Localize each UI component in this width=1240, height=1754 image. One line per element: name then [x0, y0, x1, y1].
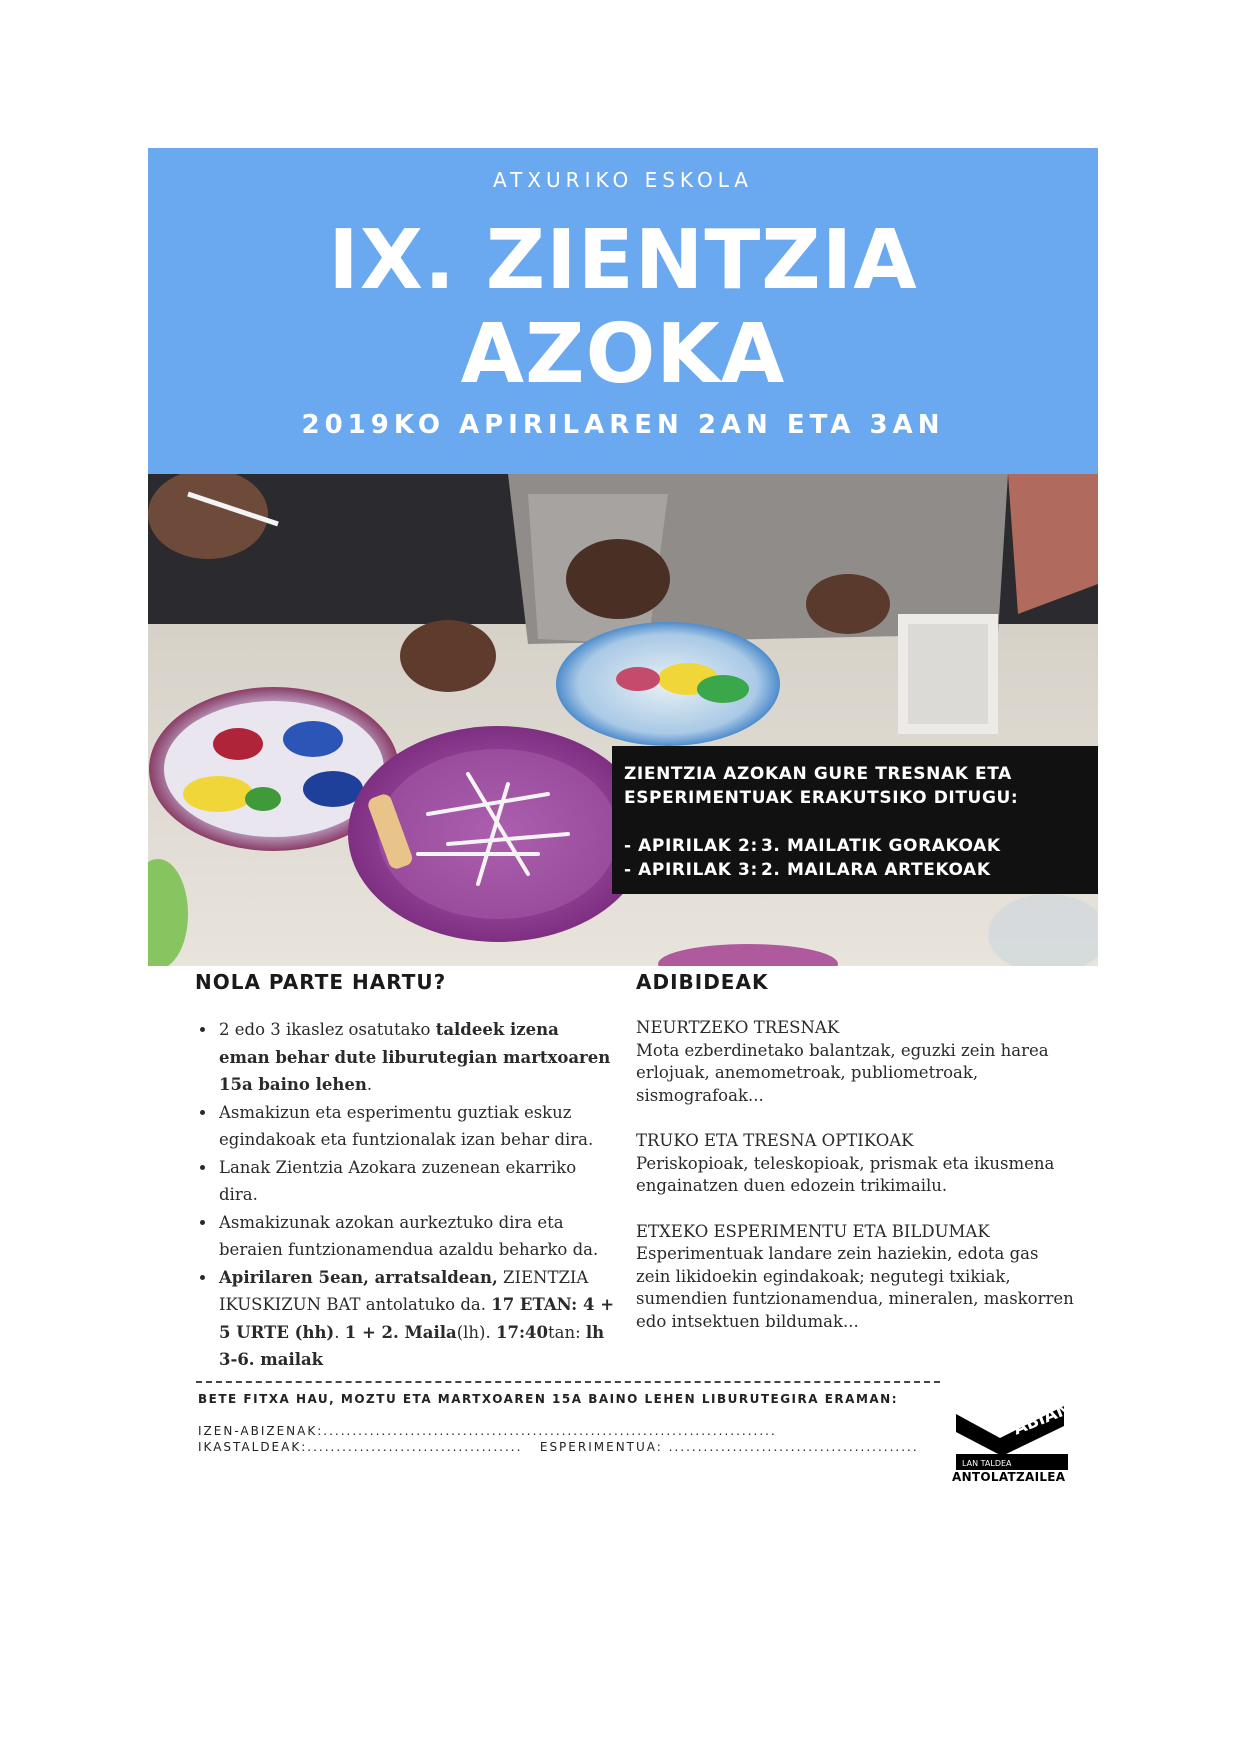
rule-bold: taldeek izena eman behar dute liburutegian martxoaren 15a baino lehen	[219, 1020, 611, 1094]
logo-text: ABIAN	[1010, 1398, 1072, 1440]
rule-text: ZIENTZIA IKUSKIZUN BAT antolatuko da.	[219, 1267, 589, 1314]
experiment-label: ESPERIMENTUA:	[539, 1440, 663, 1454]
rule-text: (lh).	[456, 1322, 496, 1342]
info-group: 2. MAILARA ARTEKOAK	[761, 860, 991, 880]
cut-line	[196, 1381, 940, 1383]
example-title: ETXEKO ESPERIMENTU ETA BILDUMAK	[636, 1221, 990, 1241]
list-item	[217, 1264, 615, 1374]
rules-list	[195, 1016, 615, 1374]
info-day: - APIRILAK 3:	[624, 860, 758, 880]
example-block	[636, 1130, 1076, 1198]
organizer-caption: ANTOLATZAILEA	[952, 1470, 1066, 1484]
rule-bold: 1 + 2. Maila	[344, 1322, 457, 1342]
info-row	[624, 858, 1088, 882]
examples-section	[636, 970, 1076, 1356]
rule-bold: 17:40	[495, 1322, 548, 1342]
info-group: 3. MAILATIK GORAKOAK	[761, 836, 1001, 856]
info-row	[624, 834, 1088, 858]
school-name: ATXURIKO ESKOLA	[493, 168, 753, 192]
class-line	[198, 1440, 919, 1454]
info-line-2: ESPERIMENTUAK ERAKUTSIKO DITUGU:	[624, 788, 1019, 808]
header-banner	[148, 148, 1098, 474]
rule-text: 2 edo 3 ikaslez osatutako	[219, 1020, 436, 1039]
how-to-heading: NOLA PARTE HARTU?	[195, 970, 447, 994]
example-text: Esperimentuak landare zein haziekin, edota gas zein likidoekin egindakoak; negutegi txikiak, sumendien funtzionamendua, mineralen, maskorren edo intsektuen bildumak...	[636, 1244, 1074, 1331]
rule-text: tan:	[548, 1322, 586, 1342]
info-box	[612, 746, 1098, 894]
rule-text: .	[334, 1322, 345, 1342]
info-day: - APIRILAK 2:	[624, 836, 758, 856]
name-field[interactable]: ..............................................................................	[323, 1424, 777, 1438]
list-item: • Asmakizun eta esperimentu guztiak eskuz egindakoak eta funtzionalak izan behar dira.	[217, 1099, 615, 1154]
title-line-1: IX. ZIENTZIA	[328, 213, 918, 308]
name-line	[198, 1424, 777, 1438]
examples-heading: ADIBIDEAK	[636, 970, 769, 994]
example-title: NEURTZEKO TRESNAK	[636, 1018, 840, 1037]
example-title: TRUKO ETA TRESNA OPTIKOAK	[636, 1131, 914, 1150]
example-text: Periskopioak, teleskopioak, prismak eta ikusmena engainatzen duen edozein trikimailu.	[636, 1153, 1055, 1195]
how-to-section	[195, 970, 615, 1374]
list-item: • Asmakizunak azokan aurkeztuko dira eta beraien funtzionamendua azaldu beharko da.	[217, 1209, 615, 1264]
class-field[interactable]: .....................................	[307, 1440, 523, 1454]
name-label: IZEN-ABIZENAK:	[198, 1424, 324, 1438]
example-block	[636, 1017, 1076, 1107]
rule-bold: lh 3-6. mailak	[219, 1322, 605, 1369]
rule-bold: Apirilaren 5ean, arratsaldean,	[219, 1267, 498, 1287]
example-block	[636, 1221, 1076, 1334]
class-label: IKASTALDEAK:	[198, 1440, 308, 1454]
experiment-field[interactable]: ...........................................	[668, 1440, 919, 1454]
list-item	[217, 1016, 615, 1099]
logo-small-text: LAN TALDEA	[962, 1459, 1012, 1468]
rule-text: .	[366, 1075, 373, 1094]
event-title	[148, 214, 1098, 402]
title-line-2: AZOKA	[460, 307, 786, 402]
info-line-1: ZIENTZIA AZOKAN GURE TRESNAK ETA	[624, 764, 1012, 784]
rule-bold: 17 ETAN: 4 + 5 URTE (hh)	[219, 1295, 615, 1342]
list-item: • Lanak Zientzia Azokara zuzenean ekarriko dira.	[217, 1154, 615, 1209]
event-date: 2019KO APIRILAREN 2AN ETA 3AN	[301, 410, 945, 440]
abian-logo-icon	[952, 1396, 1072, 1472]
form-instruction: BETE FITXA HAU, MOZTU ETA MARTXOAREN 15A BAINO LEHEN LIBURUTEGIRA ERAMAN:	[198, 1392, 899, 1406]
example-text: Mota ezberdinetako balantzak, eguzki zein harea erlojuak, anemometroak, publiometroak, sismografoak...	[636, 1040, 1049, 1105]
